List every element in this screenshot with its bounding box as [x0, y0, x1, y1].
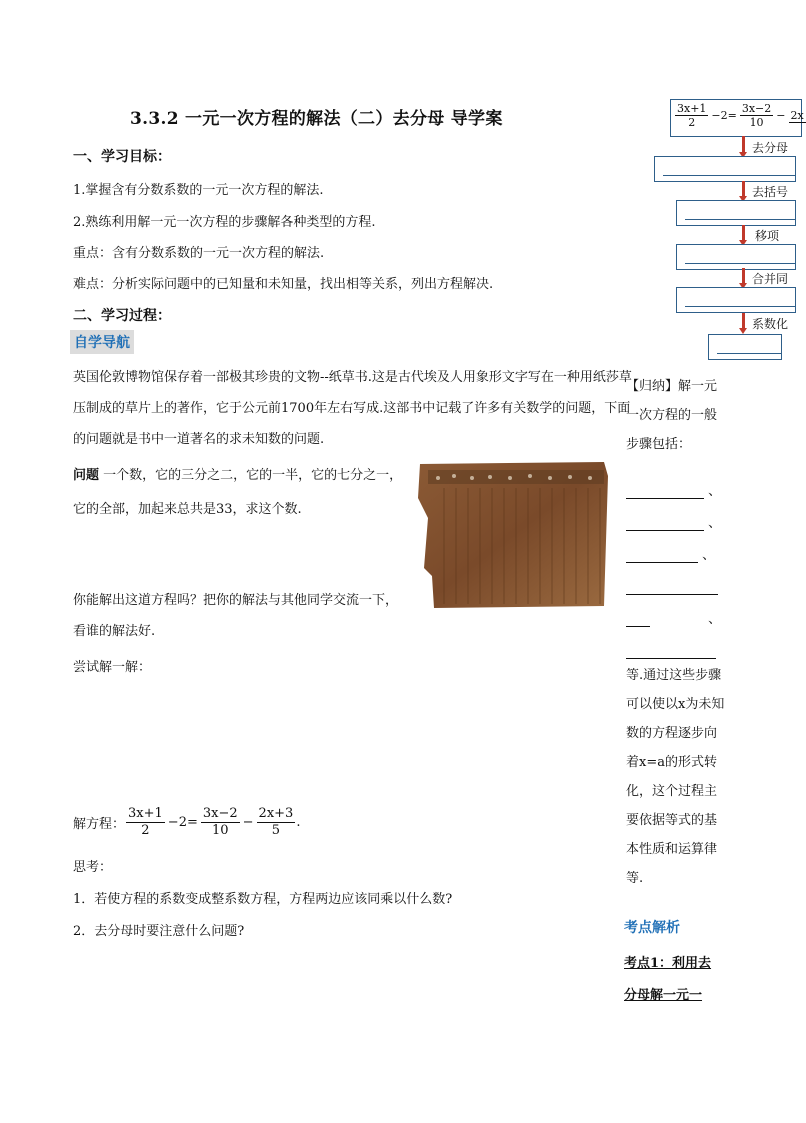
equation-end: .: [296, 815, 301, 830]
flow-arrow-2: [742, 181, 745, 198]
section-learning-process-heading: 二、学习过程：: [73, 308, 171, 324]
intro-paragraph: 英国伦敦博物馆保存着一部极其珍贵的文物--纸草书.这是古代埃及人用象形文字写在一种用纸莎草压制成的草片上的著作，它于公元前1700年左右写成.这部书中记载了许多有关数学的问题，下面的问题就是书中一道著名的求未知数的问题.: [73, 370, 632, 447]
equation: [125, 806, 300, 839]
try-label: 尝试解一解：: [73, 660, 152, 675]
summary-blanks: [626, 476, 726, 668]
page-title: 3.3.2 一元一次方程的解法（二）去分母 导学案: [130, 109, 503, 129]
summary-tail: 等.通过这些步骤可以使以x为未知数的方程逐步向着x=a的形式转化，这个过程主要依据等式的基本性质和运算律等.: [626, 668, 725, 886]
flow-arrow-4: [742, 268, 745, 285]
flow-operator-2: −: [776, 109, 786, 122]
exam-point-1-text: 考点1：利用去分母解一元一: [624, 956, 712, 1003]
question-1: 1．若使方程的系数变成整系数方程，方程两边应该同乘以什么数?: [73, 892, 453, 907]
flow-arrow-5: [742, 313, 745, 330]
blank-4b: [626, 612, 650, 627]
papyrus-image: [414, 458, 610, 610]
analysis-tag: 考点解析: [624, 920, 680, 936]
sep-4: 、: [708, 612, 722, 627]
flow-box-1: [654, 156, 796, 182]
question-2: 2．去分母时要注意什么问题?: [73, 924, 245, 939]
fraction-2-denominator: 10: [211, 823, 229, 838]
problem-text: 一个数，它的三分之二，它的一半，它的七分之一，它的全部，加起来总共是33，求这个数.: [73, 468, 403, 517]
exchange-paragraph: 你能解出这道方程吗？把你的解法与其他同学交流一下，看谁的解法好.: [73, 593, 399, 639]
fraction-3: [257, 806, 296, 839]
fraction-3-denominator: 5: [271, 823, 281, 838]
fraction-2-numerator: 3x−2: [202, 806, 238, 821]
blank-2: [626, 516, 704, 531]
fraction-1-denominator: 2: [141, 823, 150, 838]
flow-fraction-1-denominator: 2: [688, 116, 696, 129]
step-label-3: 移项: [755, 229, 780, 243]
solve-label: 解方程：: [73, 817, 126, 832]
fraction-1: [126, 806, 165, 839]
sep-3: 、: [702, 548, 716, 563]
equation-operator-2: −: [242, 815, 254, 830]
flow-fraction-2-numerator: 3x−2: [741, 102, 772, 115]
blank-1: [626, 484, 704, 499]
section-learning-goals-heading: 一、学习目标：: [73, 149, 171, 165]
blank-4a: [626, 580, 718, 595]
flowchart-equation-box: [670, 99, 802, 137]
flow-fraction-3-numerator: 2x: [790, 108, 804, 122]
flow-operator-1: −2=: [711, 109, 737, 122]
flow-box-2: [676, 200, 796, 226]
fraction-2: [201, 806, 240, 839]
difficulty: 难点：分析实际问题中的已知量和未知量，找出相等关系，列出方程解决.: [73, 277, 494, 292]
flow-fraction-1-numerator: 3x+1: [677, 102, 707, 115]
self-study-tag: 自学导航: [70, 330, 134, 354]
key-point: 重点：含有分数系数的一元一次方程的解法.: [73, 246, 325, 261]
goal-2: 2.熟练利用解一元一次方程的步骤解各种类型的方程.: [73, 215, 376, 230]
flow-box-3: [676, 244, 796, 270]
summary-lead: 【归纳】解一元一次方程的一般步骤包括：: [626, 379, 718, 452]
equation-row: [73, 806, 300, 839]
goal-1: 1.掌握含有分数系数的一元一次方程的解法.: [73, 183, 324, 198]
fraction-3-numerator: 2x+3: [258, 806, 294, 821]
flow-arrow-3: [742, 225, 745, 242]
exam-point-1: [624, 948, 724, 1012]
step-label-1: 去分母: [752, 141, 789, 155]
flow-box-4: [676, 287, 796, 313]
think-label: 思考：: [73, 860, 113, 875]
step-label-4: 合并同: [752, 272, 789, 286]
problem-label: 问题: [73, 468, 100, 483]
flow-arrow-1: [742, 136, 745, 154]
flow-fraction-2-denominator: 10: [749, 116, 764, 129]
step-label-5: 系数化: [752, 317, 789, 331]
sep-1: 、: [708, 484, 722, 499]
problem-block: [73, 459, 408, 527]
flow-box-5: [708, 334, 782, 360]
fraction-1-numerator: 3x+1: [128, 806, 163, 821]
equation-operator-1: −2=: [167, 815, 198, 830]
sep-2: 、: [708, 516, 722, 531]
blank-5: [626, 644, 716, 659]
blank-3: [626, 548, 698, 563]
step-label-2: 去括号: [752, 185, 789, 199]
